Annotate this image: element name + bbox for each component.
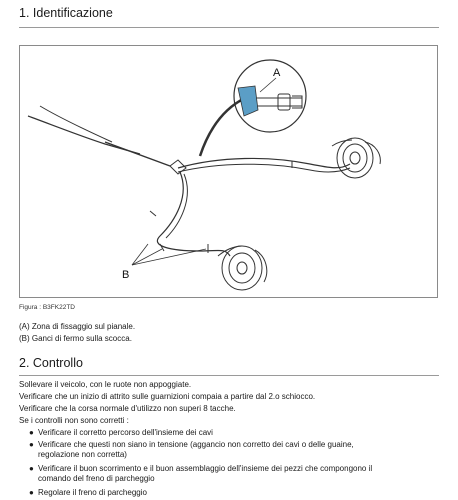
instruction-paragraph: Se i controlli non sono corretti : bbox=[19, 416, 129, 425]
instruction-paragraph: Verificare che la corsa normale d'utilizzo non superi 8 tacche. bbox=[19, 404, 236, 413]
figure-caption: Figura : B3FK22TD bbox=[19, 304, 75, 311]
bullet-text-continued: comando del freno di parcheggio bbox=[38, 474, 155, 483]
label-b: B bbox=[122, 269, 130, 281]
section-title-identificazione: 1. Identificazione bbox=[19, 6, 113, 20]
bullet-item bbox=[29, 428, 438, 438]
bullet-item bbox=[29, 440, 438, 460]
instruction-paragraph: Verificare che un inizio di attrito sulle guarnizioni compaia a partire dal 2.o schiocco. bbox=[19, 392, 316, 401]
parking-brake-cable-drawing bbox=[20, 46, 437, 297]
bullet-dot-icon: ● bbox=[29, 488, 34, 497]
bullet-item bbox=[29, 464, 438, 484]
label-a: A bbox=[273, 67, 281, 79]
bullet-dot-icon: ● bbox=[29, 428, 34, 437]
bullet-text: Verificare che questi non siano in tensione (aggancio non corretto dei cavi o delle guaine, bbox=[38, 440, 354, 449]
bullet-text: Regolare il freno di parcheggio bbox=[38, 488, 147, 497]
section-title-controllo: 2. Controllo bbox=[19, 356, 83, 370]
legend-item-a: (A) Zona di fissaggio sul pianale. bbox=[19, 322, 136, 331]
instruction-paragraph: Sollevare il veicolo, con le ruote non appoggiate. bbox=[19, 380, 192, 389]
bullet-dot-icon: ● bbox=[29, 440, 34, 449]
bullet-dot-icon: ● bbox=[29, 464, 34, 473]
bullet-text: Verificare il buon scorrimento e il buon assemblaggio dell'insieme dei pezzi che compongono il bbox=[38, 464, 373, 473]
section-divider bbox=[19, 27, 439, 28]
bullet-text: Verificare il corretto percorso dell'insieme dei cavi bbox=[38, 428, 213, 437]
section-divider bbox=[19, 375, 439, 376]
bullet-text-continued: regolazione non corretta) bbox=[38, 450, 127, 459]
figure-frame bbox=[19, 45, 438, 298]
bullet-item bbox=[29, 488, 438, 498]
legend-item-b: (B) Ganci di fermo sulla scocca. bbox=[19, 334, 132, 343]
